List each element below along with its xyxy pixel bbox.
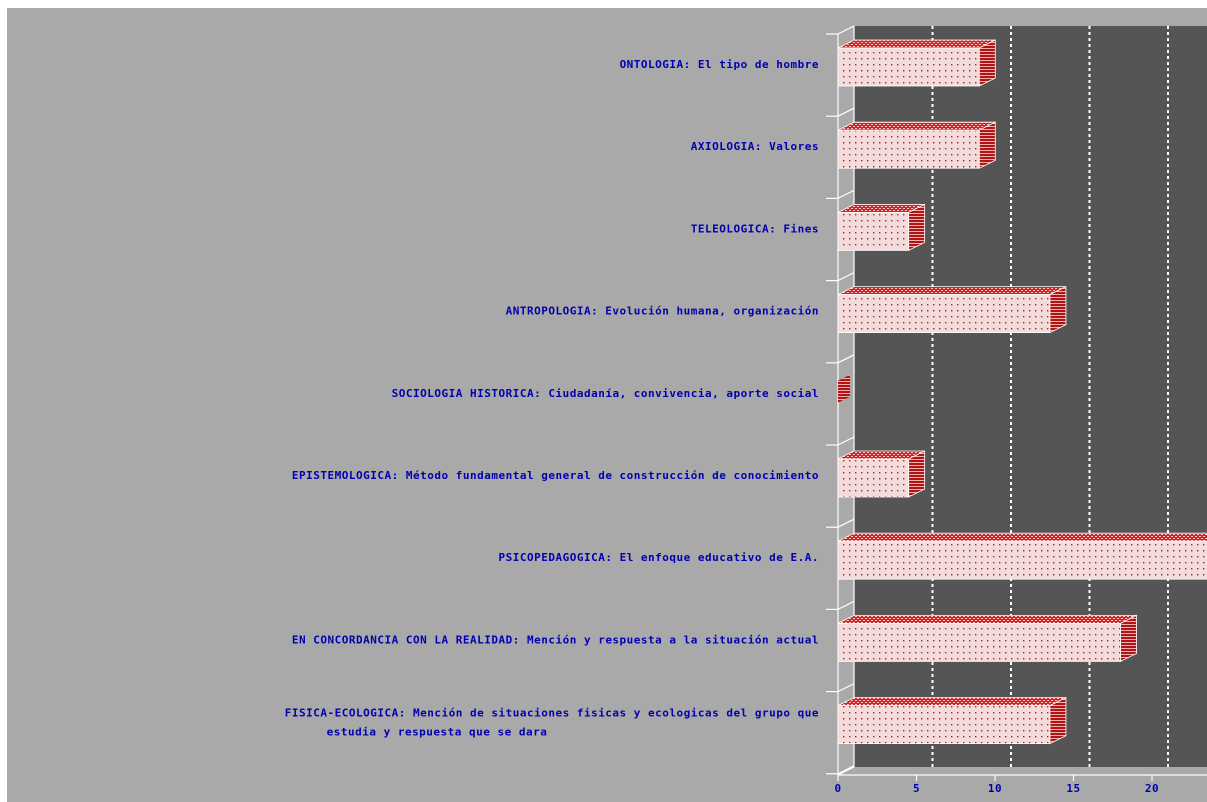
x-tick-label: 15 <box>1066 782 1081 795</box>
bar <box>838 698 1066 744</box>
bar-front <box>838 706 1050 744</box>
bar-side <box>909 204 925 250</box>
bar-side <box>1050 698 1066 744</box>
bar-top <box>838 122 995 130</box>
category-label: EN CONCORDANCIA CON LA REALIDAD: Mención y respuesta a la situación actual <box>291 633 819 647</box>
bar-front <box>838 48 979 86</box>
chart-frame <box>7 8 1207 802</box>
category-label: AXIOLOGIA: Valores <box>690 140 819 154</box>
bar-front <box>838 623 1121 661</box>
bar <box>838 615 1137 661</box>
bar-side <box>909 451 925 497</box>
bar-front <box>838 295 1050 333</box>
bar-side <box>979 122 995 168</box>
bar-side <box>979 40 995 86</box>
bar <box>838 122 995 168</box>
bar-side <box>1050 287 1066 333</box>
bar-front <box>838 212 909 250</box>
bar-front <box>838 541 1207 579</box>
category-label: ONTOLOGIA: El tipo de hombre <box>619 58 819 71</box>
bar <box>838 287 1066 333</box>
category-label <box>285 707 819 739</box>
bar-top <box>838 615 1137 623</box>
bar-chart <box>7 8 1207 802</box>
bar-top <box>838 40 995 48</box>
bar-side <box>1121 615 1137 661</box>
category-label: PSICOPEDAGOGICA: El enfoque educativo de E.A. <box>498 551 819 565</box>
x-tick-label: 5 <box>912 782 921 795</box>
bar-front <box>838 130 979 168</box>
category-label: SOCIOLOGIA HISTORICA: Ciudadanía, convivencia, aporte social <box>391 386 819 400</box>
bar-top <box>838 533 1207 541</box>
bar-top <box>838 287 1066 295</box>
x-tick-label: 20 <box>1144 782 1160 795</box>
bar <box>838 204 925 250</box>
bar <box>838 40 995 86</box>
x-tick-label: 0 <box>834 782 842 795</box>
x-tick-label: 10 <box>987 782 1003 795</box>
bar <box>838 451 925 497</box>
category-label-line: estudia y respuesta que se dara <box>326 725 548 739</box>
bar-front <box>838 459 909 497</box>
category-label: TELEOLOGICA: Fines <box>690 222 819 236</box>
bar <box>838 533 1207 579</box>
bar-top <box>838 698 1066 706</box>
category-label-line: FISICA-ECOLOGICA: Mención de situaciones fisicas y ecologicas del grupo que <box>284 706 819 720</box>
category-label: ANTROPOLOGIA: Evolución humana, organización <box>505 304 819 318</box>
category-label: EPISTEMOLOGICA: Método fundamental general de construcción de conocimiento <box>291 469 819 482</box>
